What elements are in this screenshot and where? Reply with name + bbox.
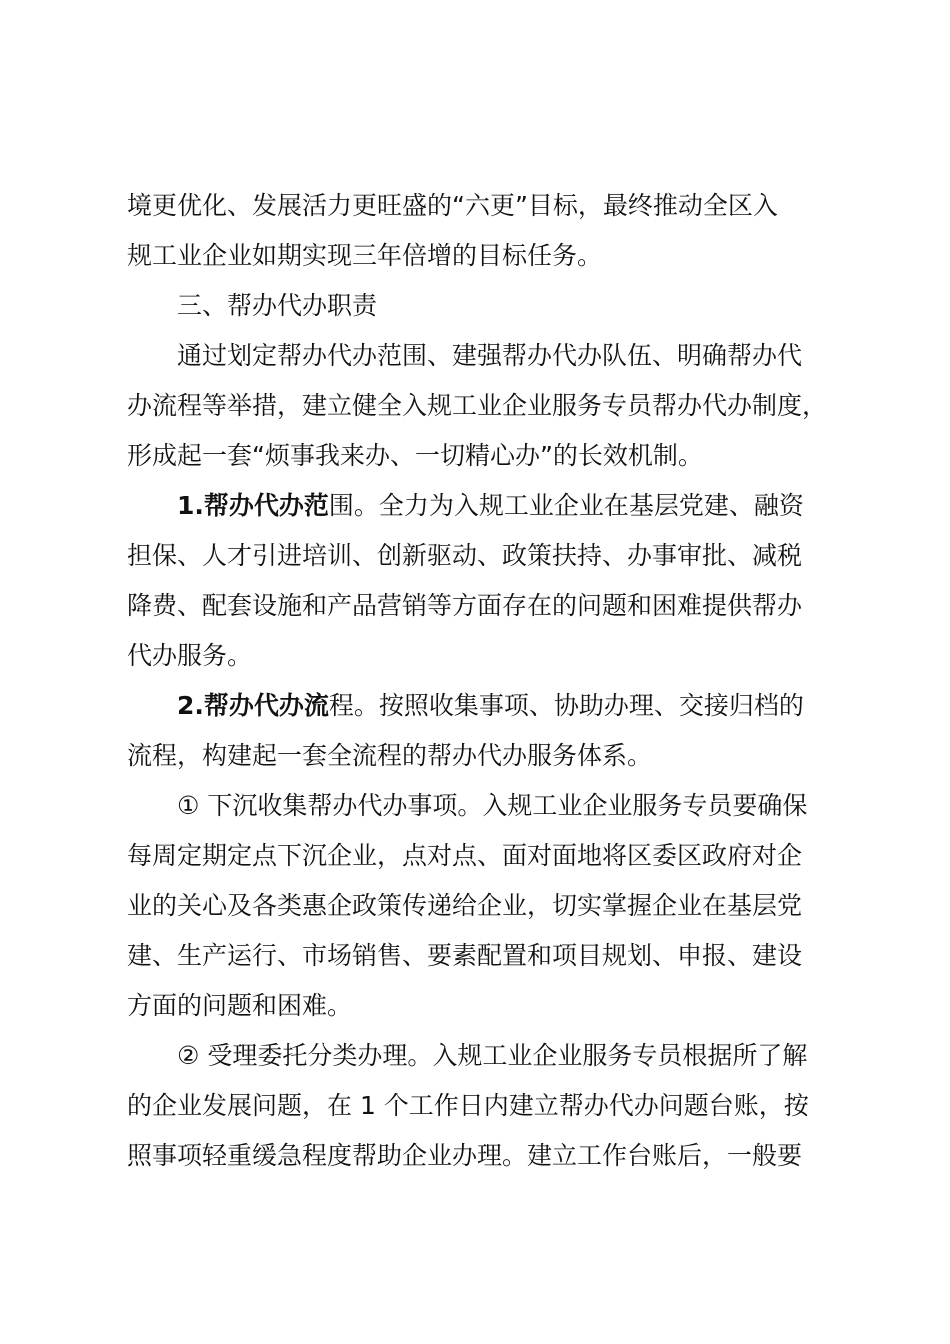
text-line: 的企业发展问题，在 1 个工作日内建立帮办代办问题台账，按 bbox=[127, 1091, 809, 1120]
text-line: 流程，构建起一套全流程的帮办代办服务体系。 bbox=[127, 741, 653, 770]
text-line: 方面的问题和困难。 bbox=[127, 991, 353, 1020]
item-bold-label: 1.帮办代办范 bbox=[177, 491, 329, 520]
numbered-item-heading bbox=[127, 481, 847, 531]
text-line: ① 下沉收集帮办代办事项。入规工业企业服务专员要确保 bbox=[177, 791, 808, 820]
text-line: 规工业企业如期实现三年倍增的目标任务。 bbox=[127, 241, 603, 270]
body-text bbox=[127, 181, 847, 1181]
text-line: 降费、配套设施和产品营销等方面存在的问题和困难提供帮办 bbox=[127, 591, 803, 620]
text-line: 通过划定帮办代办范围、建强帮办代办队伍、明确帮办代 bbox=[177, 341, 803, 370]
text-line: 建、生产运行、市场销售、要素配置和项目规划、申报、建设 bbox=[127, 941, 803, 970]
text-line: 每周定期定点下沉企业，点对点、面对面地将区委区政府对企 bbox=[127, 841, 803, 870]
item-text: 程。按照收集事项、协助办理、交接归档的 bbox=[328, 691, 804, 720]
item-bold-label: 2.帮办代办流 bbox=[177, 691, 329, 720]
item-text: 围。全力为入规工业企业在基层党建、融资 bbox=[328, 491, 804, 520]
text-line: 照事项轻重缓急程度帮助企业办理。建立工作台账后，一般要 bbox=[127, 1141, 803, 1170]
text-line: 形成起一套“烦事我来办、一切精心办”的长效机制。 bbox=[127, 441, 703, 470]
section-heading: 三、帮办代办职责 bbox=[177, 291, 378, 320]
text-line: 代办服务。 bbox=[127, 641, 253, 670]
text-line: 业的关心及各类惠企政策传递给企业，切实掌握企业在基层党 bbox=[127, 891, 803, 920]
text-line: 办流程等举措，建立健全入规工业企业服务专员帮办代办制度， bbox=[127, 391, 828, 420]
text-line: 境更优化、发展活力更旺盛的“六更”目标，最终推动全区入 bbox=[127, 191, 778, 220]
text-line: ② 受理委托分类办理。入规工业企业服务专员根据所了解 bbox=[177, 1041, 808, 1070]
text-line: 担保、人才引进培训、创新驱动、政策扶持、办事审批、减税 bbox=[127, 541, 803, 570]
numbered-item-heading bbox=[127, 681, 847, 731]
